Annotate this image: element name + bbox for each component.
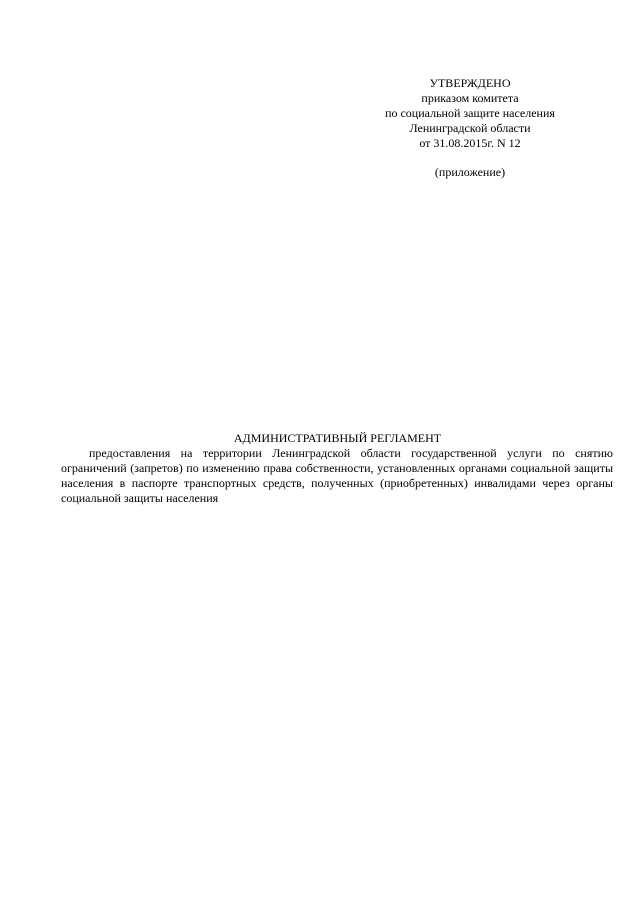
approval-stamp-block bbox=[340, 76, 600, 180]
regulation-title: АДМИНИСТРАТИВНЫЙ РЕГЛАМЕНТ bbox=[233, 431, 442, 445]
regulation-description: предоставления на территории Ленинградской области государственной услуги по снятию ограничений (запретов) по изменению права собственности, установленных органами социальной защиты населения в паспорте транспортных средств, полученных (приобретенных) инвалидами через органы социальной защиты населения bbox=[61, 446, 613, 505]
order-line-3: Ленинградской области bbox=[409, 121, 531, 135]
order-date-number: от 31.08.2015г. N 12 bbox=[419, 136, 521, 150]
order-line-1: приказом комитета bbox=[421, 91, 519, 105]
order-line-2: по социальной защите населения bbox=[385, 106, 555, 120]
spacer bbox=[340, 151, 600, 165]
approved-heading: УТВЕРЖДЕНО bbox=[429, 76, 511, 90]
appendix-label: (приложение) bbox=[434, 165, 506, 179]
